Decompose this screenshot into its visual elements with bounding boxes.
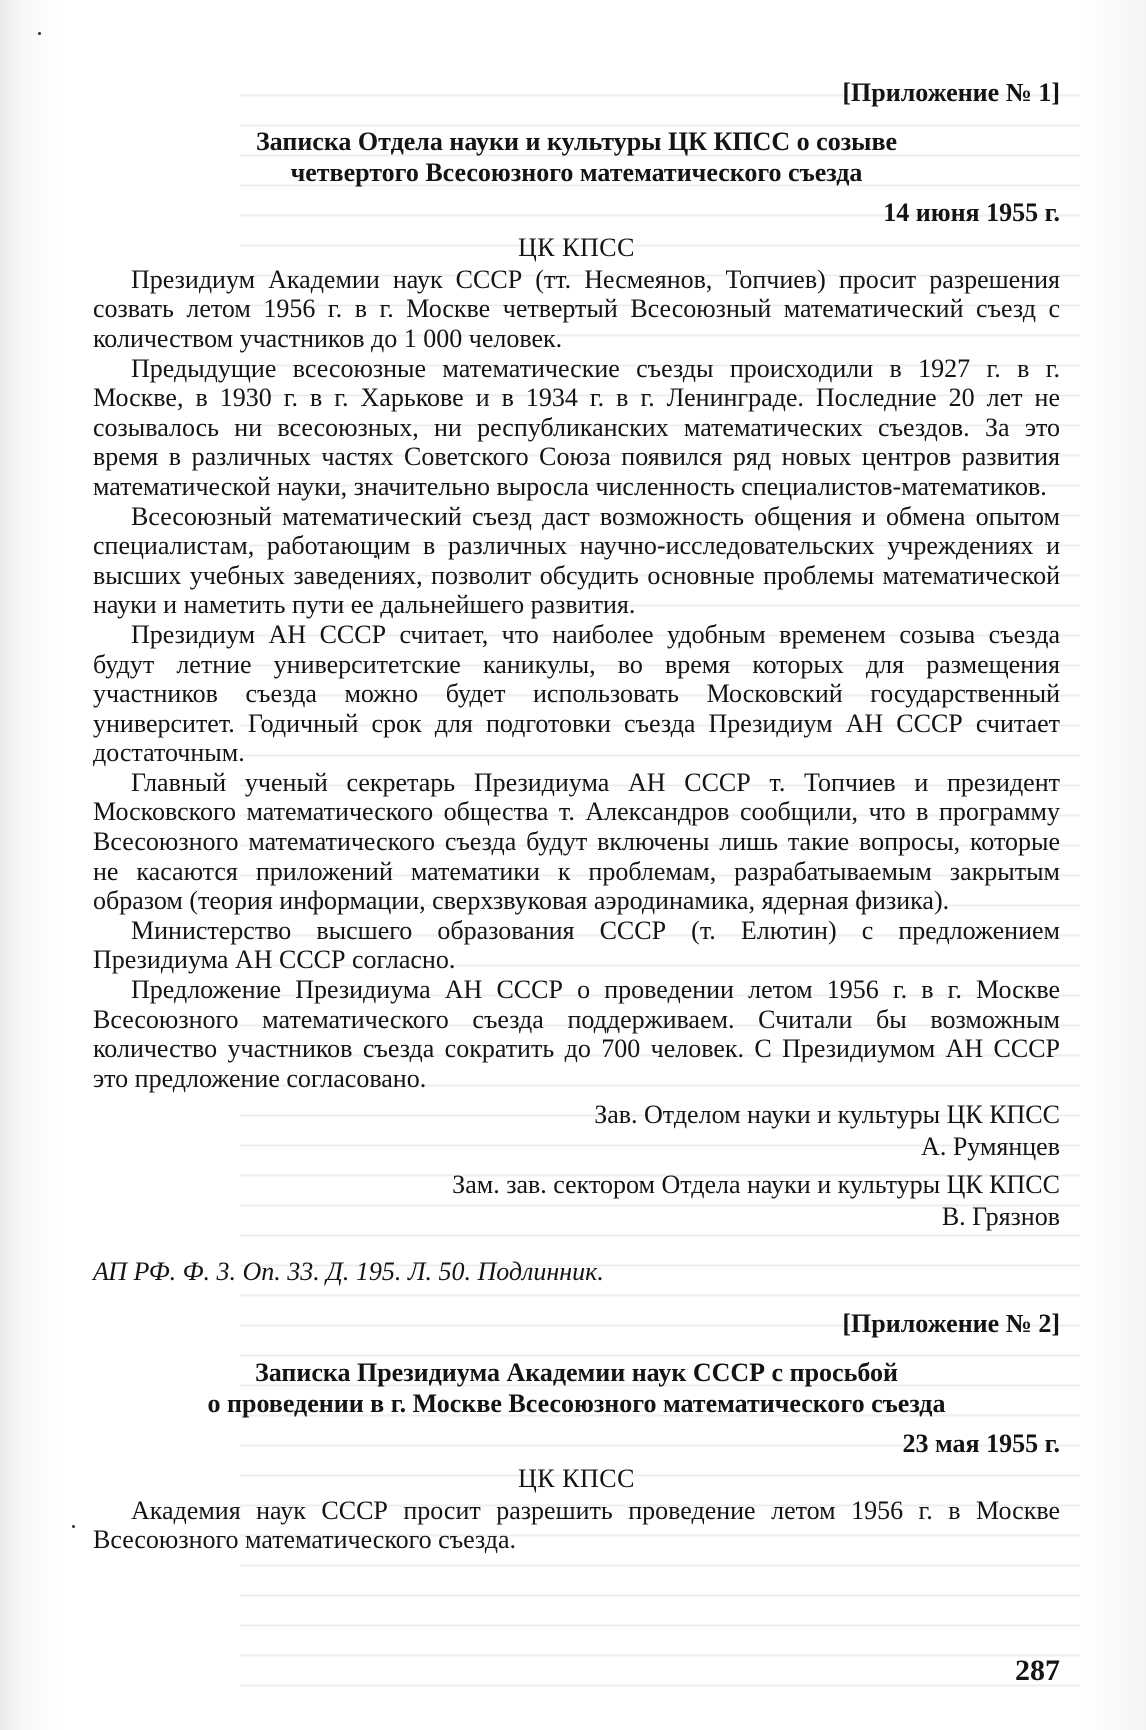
appendix-1-paragraph-7: Предложение Президиума АН СССР о проведении летом 1956 г. в г. Москве Всесоюзного математического съезда поддерживаем. Считали бы возможным количество участников съезда сократить до 700 человек. С Президиумом АН СССР это предложение согласовано. [93, 975, 1060, 1093]
appendix-1-signature-1 [93, 1099, 1060, 1163]
appendix-2 [93, 1309, 1060, 1555]
text-column [93, 78, 1060, 1555]
appendix-1-paragraph-5: Главный ученый секретарь Президиума АН СССР т. Топчиев и президент Московского математического общества т. Александров сообщили, что в программу Всесоюзного математического съезда будут включены лишь такие вопросы, которые не касаются приложений математики к проблемам, разрабатываемым закрытым образом (теория информации, сверхзвуковая аэродинамика, ядерная физика). [93, 767, 1060, 916]
appendix-1-title [133, 126, 1020, 188]
appendix-1-paragraph-3: Всесоюзный математический съезд даст возможность общения и обмена опытом специалистам, работающим в различных научно-исследовательских учреждениях и высших учебных заведениях, позволит обсудить основные проблемы математической науки и наметить пути ее дальнейшего развития. [93, 501, 1060, 620]
appendix-2-paragraph-1: Академия наук СССР просит разрешить проведение летом 1956 г. в Москве Всесоюзного математического съезда. [93, 1495, 1060, 1555]
speck [72, 1525, 75, 1528]
appendix-2-title [103, 1357, 1050, 1419]
appendix-1-signature-2 [93, 1169, 1060, 1233]
appendix-1-title-line-2: четвертого Всесоюзного математического съезда [290, 157, 863, 187]
appendix-1-addressee: ЦК КПСС [518, 233, 635, 263]
appendix-1-date: 14 июня 1955 г. [883, 197, 1060, 227]
appendix-1 [93, 78, 1060, 1287]
speck [38, 32, 41, 35]
appendix-1-label: [Приложение № 1] [842, 78, 1060, 107]
archive-source-reference: АП РФ. Ф. 3. Оп. 33. Д. 195. Л. 50. Подлинник. [93, 1257, 604, 1287]
page-number: 287 [1015, 1654, 1060, 1687]
appendix-2-addressee: ЦК КПСС [518, 1464, 635, 1494]
appendix-2-title-line-1: Записка Президиума Академии наук СССР с просьбой [255, 1357, 898, 1387]
appendix-2-title-line-2: о проведении в г. Москве Всесоюзного математического съезда [207, 1388, 946, 1418]
appendix-1-paragraph-4: Президиум АН СССР считает, что наиболее удобным временем созыва съезда будут летние университетские каникулы, во время которых для размещения участников съезда можно будет использовать Московский государственный университет. Годичный срок для подготовки съезда Президиум АН СССР считает достаточным. [93, 619, 1060, 768]
appendix-1-paragraph-2: Предыдущие всесоюзные математические съезды происходили в 1927 г. в г. Москве, в 1930 г. в г. Харькове и в 1934 г. в г. Ленинграде. Последние 20 лет не созывалось ни всесоюзных, ни республиканских математических съездов. За это время в различных частях Советского Союза появился ряд новых центров развития математической науки, значительно выросла численность специалистов-математиков. [93, 353, 1060, 501]
signature-2-position: Зам. зав. сектором Отдела науки и культуры ЦК КПСС [452, 1170, 1060, 1200]
signature-1-name: А. Румянцев [921, 1132, 1060, 1162]
appendix-2-date: 23 мая 1955 г. [902, 1428, 1060, 1458]
appendix-1-paragraph-6: Министерство высшего образования СССР (т. Елютин) с предложением Президиума АН СССР согласно. [93, 915, 1060, 975]
appendix-1-title-line-1: Записка Отдела науки и культуры ЦК КПСС о созыве [255, 126, 898, 156]
appendix-2-label: [Приложение № 2] [842, 1309, 1060, 1338]
signature-2-name: В. Грязнов [941, 1202, 1060, 1232]
appendix-1-paragraph-1: Президиум Академии наук СССР (тт. Несмеянов, Топчиев) просит разрешения созвать летом 1956 г. в г. Москве четвертый Всесоюзный математический съезд с количеством участников до 1 000 человек. [93, 264, 1060, 353]
signature-1-position: Зав. Отделом науки и культуры ЦК КПСС [594, 1100, 1060, 1130]
